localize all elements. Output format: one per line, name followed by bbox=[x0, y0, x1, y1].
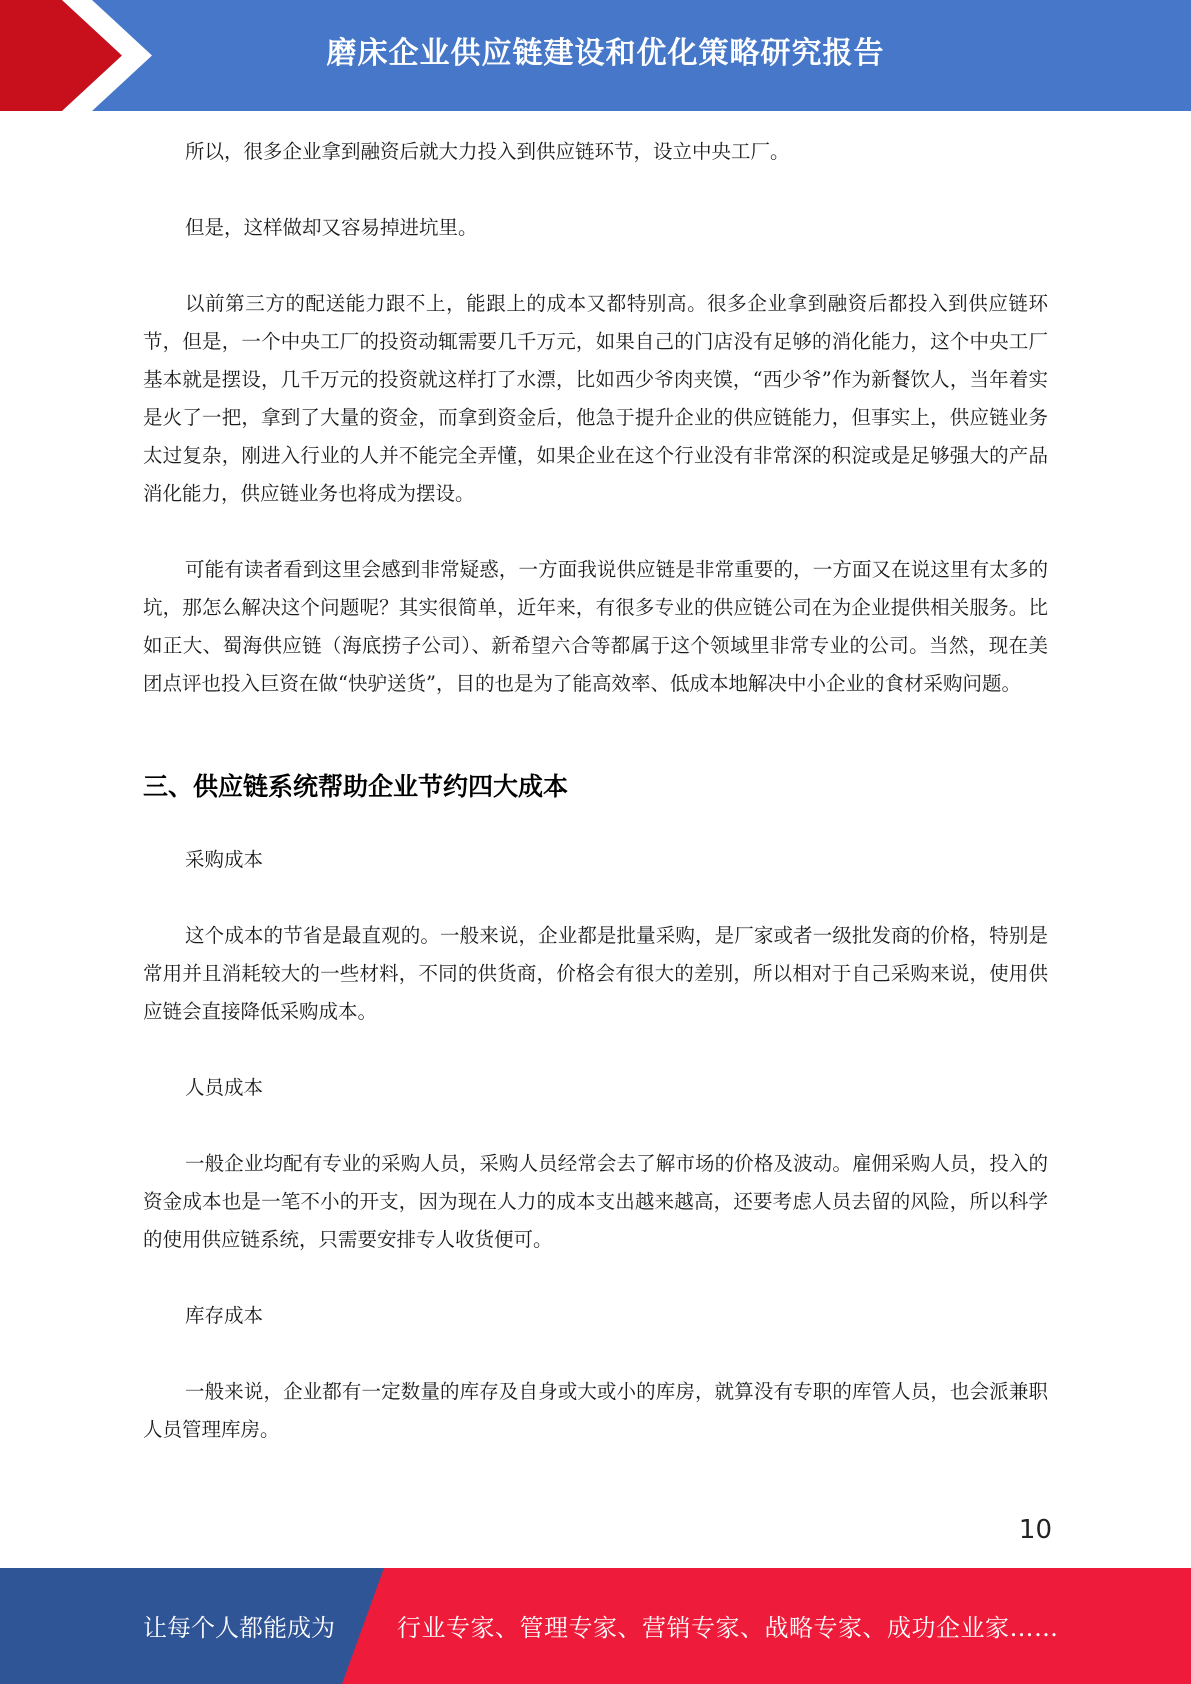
subheading: 库存成本 bbox=[185, 1304, 264, 1327]
paragraph: 这个成本的节省是最直观的。一般来说，企业都是批量采购，是厂家或者一级批发商的价格，特别是常用并且消耗较大的一些材料，不同的供货商，价格会有很大的差别，所以相对于自己采购来说，使用供应链会直接降低采购成本。 bbox=[143, 924, 1048, 1023]
page-number: 10 bbox=[1018, 1515, 1052, 1545]
paragraph: 一般来说，企业都有一定数量的库存及自身或大或小的库房，就算没有专职的库管人员，也会派兼职人员管理库房。 bbox=[143, 1380, 1048, 1441]
subheading: 人员成本 bbox=[185, 1076, 264, 1099]
paragraph: 可能有读者看到这里会感到非常疑惑，一方面我说供应链是非常重要的，一方面又在说这里有太多的坑，那怎么解决这个问题呢？其实很简单，近年来，有很多专业的供应链公司在为企业提供相关服务。比如正大、蜀海供应链（海底捞子公司）、新希望六合等都属于这个领域里非常专业的公司。当然，现在美团点评也投入巨资在做“快驴送货”，目的也是为了能高效率、低成本地解决中小企业的食材采购问题。 bbox=[143, 558, 1048, 695]
paragraph: 以前第三方的配送能力跟不上，能跟上的成本又都特别高。很多企业拿到融资后都投入到供应链环节，但是，一个中央工厂的投资动辄需要几千万元，如果自己的门店没有足够的消化能力，这个中央工厂基本就是摆设，几千万元的投资就这样打了水漂，比如西少爷肉夹馍，“西少爷”作为新餐饮人，当年着实是火了一把，拿到了大量的资金，而拿到资金后，他急于提升企业的供应链能力，但事实上，供应链业务太过复杂，刚进入行业的人并不能完全弄懂，如果企业在这个行业没有非常深的积淀或是足够强大的产品消化能力，供应链业务也将成为摆设。 bbox=[143, 292, 1048, 505]
section-heading: 三、供应链系统帮助企业节约四大成本 bbox=[143, 772, 569, 801]
page-header bbox=[0, 0, 1191, 111]
subheading: 采购成本 bbox=[185, 848, 264, 871]
paragraph: 一般企业均配有专业的采购人员，采购人员经常会去了解市场的价格及波动。雇佣采购人员，投入的资金成本也是一笔不小的开支，因为现在人力的成本支出越来越高，还要考虑人员去留的风险，所以科学的使用供应链系统，只需要安排专人收货便可。 bbox=[143, 1152, 1048, 1251]
paragraph: 所以，很多企业拿到融资后就大力投入到供应链环节，设立中央工厂。 bbox=[185, 140, 790, 163]
footer-slogan-right: 行业专家、管理专家、营销专家、战略专家、成功企业家…… bbox=[397, 1614, 1059, 1642]
report-title: 磨床企业供应链建设和优化策略研究报告 bbox=[326, 36, 885, 71]
paragraph: 但是，这样做却又容易掉进坑里。 bbox=[185, 216, 478, 239]
document-body bbox=[143, 133, 1048, 1449]
footer-slogan-left: 让每个人都能成为 bbox=[143, 1614, 335, 1642]
page-footer bbox=[0, 1568, 1191, 1684]
